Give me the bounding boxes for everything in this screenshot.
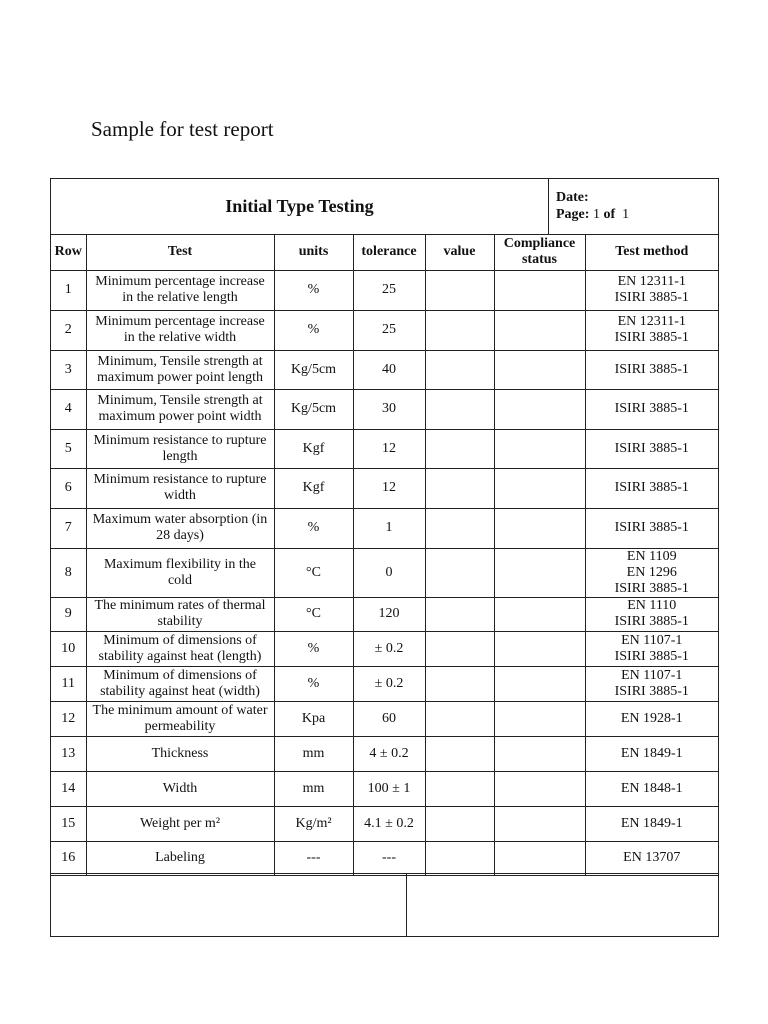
tolerance-cell: 1 bbox=[353, 508, 425, 548]
test-method-cell: EN 12311-1 ISIRI 3885-1 bbox=[585, 270, 718, 310]
tolerance-cell: 0 bbox=[353, 548, 425, 597]
compliance-status-cell bbox=[494, 701, 585, 736]
value-cell bbox=[425, 270, 494, 310]
page-of: of bbox=[603, 207, 616, 222]
row-number-cell: 12 bbox=[51, 701, 86, 736]
test-name-cell: Width bbox=[86, 771, 274, 806]
row-number-cell: 16 bbox=[51, 841, 86, 875]
row-number-cell: 3 bbox=[51, 350, 86, 389]
report-meta bbox=[548, 179, 718, 234]
row-number-cell: 9 bbox=[51, 597, 86, 631]
table-row bbox=[51, 270, 718, 310]
table-row bbox=[51, 597, 718, 631]
row-number-cell: 14 bbox=[51, 771, 86, 806]
value-cell bbox=[425, 429, 494, 468]
page-total: 1 bbox=[622, 207, 630, 222]
test-method-cell: EN 12311-1 ISIRI 3885-1 bbox=[585, 310, 718, 350]
table-row bbox=[51, 736, 718, 771]
tolerance-cell: 120 bbox=[353, 597, 425, 631]
compliance-status-cell bbox=[494, 666, 585, 701]
table-row bbox=[51, 771, 718, 806]
units-cell: Kg/m² bbox=[274, 806, 353, 841]
column-header-units: units bbox=[274, 234, 353, 270]
column-header-test: Test bbox=[86, 234, 274, 270]
test-name-cell: Labeling bbox=[86, 841, 274, 875]
test-name-cell: Maximum water absorption (in 28 days) bbox=[86, 508, 274, 548]
footer-right-cell bbox=[407, 874, 718, 937]
row-number-cell: 7 bbox=[51, 508, 86, 548]
tolerance-cell: ± 0.2 bbox=[353, 666, 425, 701]
row-number-cell: 10 bbox=[51, 631, 86, 666]
footer-left-cell bbox=[51, 874, 407, 937]
test-method-cell: EN 1107-1 ISIRI 3885-1 bbox=[585, 666, 718, 701]
test-method-cell: ISIRI 3885-1 bbox=[585, 429, 718, 468]
row-number-cell: 8 bbox=[51, 548, 86, 597]
compliance-status-cell bbox=[494, 429, 585, 468]
test-name-cell: Thickness bbox=[86, 736, 274, 771]
units-cell: % bbox=[274, 508, 353, 548]
page-label: Page: bbox=[556, 207, 590, 222]
value-cell bbox=[425, 548, 494, 597]
units-cell: % bbox=[274, 310, 353, 350]
test-name-cell: Minimum of dimensions of stability against heat (width) bbox=[86, 666, 274, 701]
test-method-cell: ISIRI 3885-1 bbox=[585, 468, 718, 508]
test-name-cell: Maximum flexibility in the cold bbox=[86, 548, 274, 597]
page-line bbox=[556, 206, 718, 223]
compliance-status-cell bbox=[494, 631, 585, 666]
test-method-cell: EN 1110 ISIRI 3885-1 bbox=[585, 597, 718, 631]
value-cell bbox=[425, 771, 494, 806]
units-cell: Kgf bbox=[274, 468, 353, 508]
units-cell: Kg/5cm bbox=[274, 389, 353, 429]
table-row bbox=[51, 429, 718, 468]
report-header bbox=[51, 179, 718, 235]
table-row bbox=[51, 350, 718, 389]
value-cell bbox=[425, 806, 494, 841]
compliance-status-cell bbox=[494, 548, 585, 597]
column-header-row: Row bbox=[51, 234, 86, 270]
tolerance-cell: 40 bbox=[353, 350, 425, 389]
units-cell: % bbox=[274, 666, 353, 701]
tolerance-cell: 12 bbox=[353, 468, 425, 508]
report-title: Initial Type Testing bbox=[225, 196, 374, 216]
date-label: Date: bbox=[556, 190, 589, 205]
compliance-status-cell bbox=[494, 468, 585, 508]
column-header-compliance: Compliance status bbox=[494, 234, 585, 270]
units-cell: °C bbox=[274, 548, 353, 597]
compliance-status-cell bbox=[494, 270, 585, 310]
test-name-cell: Minimum resistance to rupture width bbox=[86, 468, 274, 508]
units-cell: mm bbox=[274, 736, 353, 771]
compliance-status-cell bbox=[494, 389, 585, 429]
value-cell bbox=[425, 468, 494, 508]
row-number-cell: 6 bbox=[51, 468, 86, 508]
test-method-cell: EN 1848-1 bbox=[585, 771, 718, 806]
compliance-status-cell bbox=[494, 310, 585, 350]
row-number-cell: 1 bbox=[51, 270, 86, 310]
table-row bbox=[51, 548, 718, 597]
units-cell: mm bbox=[274, 771, 353, 806]
compliance-status-cell bbox=[494, 350, 585, 389]
table-header-row bbox=[51, 234, 718, 270]
test-method-cell: EN 1849-1 bbox=[585, 736, 718, 771]
test-name-cell: Minimum of dimensions of stability against heat (length) bbox=[86, 631, 274, 666]
compliance-status-cell bbox=[494, 597, 585, 631]
test-name-cell: Minimum resistance to rupture length bbox=[86, 429, 274, 468]
row-number-cell: 2 bbox=[51, 310, 86, 350]
table-row bbox=[51, 806, 718, 841]
compliance-status-cell bbox=[494, 806, 585, 841]
row-number-cell: 11 bbox=[51, 666, 86, 701]
test-name-cell: Minimum, Tensile strength at maximum power point width bbox=[86, 389, 274, 429]
tolerance-cell: 25 bbox=[353, 310, 425, 350]
units-cell: % bbox=[274, 631, 353, 666]
column-header-method: Test method bbox=[585, 234, 718, 270]
report-form bbox=[50, 178, 719, 937]
units-cell: Kpa bbox=[274, 701, 353, 736]
compliance-status-cell bbox=[494, 841, 585, 875]
row-number-cell: 15 bbox=[51, 806, 86, 841]
tolerance-cell: 100 ± 1 bbox=[353, 771, 425, 806]
value-cell bbox=[425, 736, 494, 771]
units-cell: --- bbox=[274, 841, 353, 875]
tolerance-cell: ± 0.2 bbox=[353, 631, 425, 666]
date-line bbox=[556, 189, 718, 206]
value-cell bbox=[425, 666, 494, 701]
table-row bbox=[51, 841, 718, 875]
table-row bbox=[51, 389, 718, 429]
value-cell bbox=[425, 701, 494, 736]
value-cell bbox=[425, 310, 494, 350]
table-row bbox=[51, 310, 718, 350]
tolerance-cell: 60 bbox=[353, 701, 425, 736]
table-row bbox=[51, 666, 718, 701]
units-cell: % bbox=[274, 270, 353, 310]
test-method-cell: EN 13707 bbox=[585, 841, 718, 875]
page-current: 1 bbox=[592, 207, 600, 222]
test-table bbox=[51, 234, 718, 876]
tolerance-cell: 4 ± 0.2 bbox=[353, 736, 425, 771]
test-name-cell: Minimum percentage increase in the relative width bbox=[86, 310, 274, 350]
row-number-cell: 5 bbox=[51, 429, 86, 468]
test-method-cell: EN 1928-1 bbox=[585, 701, 718, 736]
tolerance-cell: 30 bbox=[353, 389, 425, 429]
test-method-cell: EN 1849-1 bbox=[585, 806, 718, 841]
compliance-status-cell bbox=[494, 736, 585, 771]
tolerance-cell: 12 bbox=[353, 429, 425, 468]
tolerance-cell: 25 bbox=[353, 270, 425, 310]
table-row bbox=[51, 701, 718, 736]
compliance-status-cell bbox=[494, 508, 585, 548]
test-name-cell: The minimum amount of water permeability bbox=[86, 701, 274, 736]
table-row bbox=[51, 468, 718, 508]
test-method-cell: EN 1107-1 ISIRI 3885-1 bbox=[585, 631, 718, 666]
compliance-status-cell bbox=[494, 771, 585, 806]
table-row bbox=[51, 508, 718, 548]
column-header-tolerance: tolerance bbox=[353, 234, 425, 270]
tolerance-cell: 4.1 ± 0.2 bbox=[353, 806, 425, 841]
document-title: Sample for test report bbox=[91, 117, 274, 141]
test-method-cell: ISIRI 3885-1 bbox=[585, 350, 718, 389]
tolerance-cell: --- bbox=[353, 841, 425, 875]
value-cell bbox=[425, 389, 494, 429]
value-cell bbox=[425, 508, 494, 548]
value-cell bbox=[425, 597, 494, 631]
test-name-cell: Minimum, Tensile strength at maximum power point length bbox=[86, 350, 274, 389]
value-cell bbox=[425, 350, 494, 389]
test-name-cell: Weight per m² bbox=[86, 806, 274, 841]
units-cell: Kg/5cm bbox=[274, 350, 353, 389]
table-row bbox=[51, 631, 718, 666]
row-number-cell: 13 bbox=[51, 736, 86, 771]
test-method-cell: ISIRI 3885-1 bbox=[585, 508, 718, 548]
test-name-cell: The minimum rates of thermal stability bbox=[86, 597, 274, 631]
units-cell: °C bbox=[274, 597, 353, 631]
value-cell bbox=[425, 631, 494, 666]
column-header-value: value bbox=[425, 234, 494, 270]
test-method-cell: EN 1109 EN 1296 ISIRI 3885-1 bbox=[585, 548, 718, 597]
value-cell bbox=[425, 841, 494, 875]
test-method-cell: ISIRI 3885-1 bbox=[585, 389, 718, 429]
row-number-cell: 4 bbox=[51, 389, 86, 429]
units-cell: Kgf bbox=[274, 429, 353, 468]
report-footer bbox=[51, 873, 718, 937]
test-name-cell: Minimum percentage increase in the relative length bbox=[86, 270, 274, 310]
